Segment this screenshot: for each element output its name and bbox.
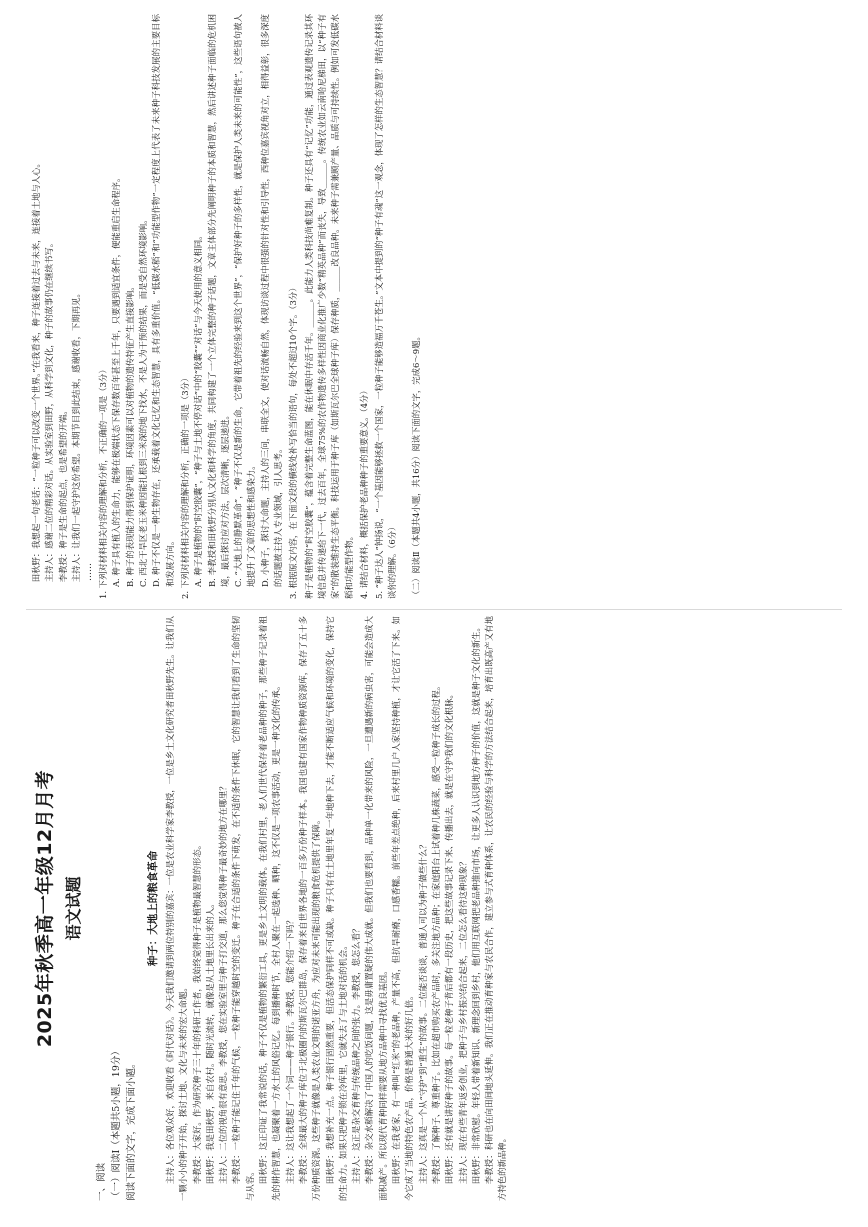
article-paragraph: 田秋野：在我老家，有一种叫“红米”的老品种，产量不高，但抗旱耐瘠，口感香糯。前些年差点绝种，后来村里几户人家坚持种植，才让它活了下来。如今它成了当地的特色农产品，价格是普通大米的好几倍。 [391, 616, 415, 1201]
article-paragraph: 主持人：感谢二位的精彩对话。从实验室到田野，从科学到文化，种子的故事仍在继续书写。 [44, 238, 55, 583]
article-paragraph: 主持人：这真是一个从“守护”到“重生”的故事。二位能否谈谈，普通人可以为种子做些什么？ [417, 840, 428, 1185]
article-paragraph: 李教授：大家好。作为研究种子三十年的科研工作者，我始终觉得种子是植物最智慧的形态。 [191, 840, 202, 1185]
question-option: C. “大地上的静默革命”，“种子不仅是新的生命，它带着祖先的经验来到这个世界”，“保护好种子的多样性，就是保护人类未来的可能性”，这些语句被人地提升了文章的思想性和感染力。 [233, 14, 257, 587]
article-paragraph: 主持人：现在有些青年返乡创业，把种子与乡村振兴结合起来，二位怎么看待这种现象？ [457, 857, 468, 1185]
article-paragraph: 田秋野：非常欣慰。年轻人带着新知识、新理念回到乡村，他们用互联网把老品种推向市场，让更多人认识到地方种子的价值，这就是种子文化的新生。 [470, 623, 481, 1185]
ellipsis: …… [84, 563, 95, 581]
question-option: B. 李教授和田秋野分别从文化和科学的角度，共同构建了一个立体完整的种子话题，文章主体部分先阐明种子的本质和智慧，然后讲述种子面临的危机困境，最后探讨应对方法，层次清晰，逐层递进。 [206, 14, 230, 587]
article-paragraph: 田秋野：我是田秋野，来自农村。随时光流转，就像是从土地里长出来的人。 [204, 899, 215, 1185]
article-body [164, 616, 510, 1201]
article-paragraph: 李教授：杂交水稻解决了中国人的吃饭问题，这是毋庸置疑的伟大成就。但我们也要看到，品种单一化带来的风险，一旦遭遇新的病虫害，可能会造成大面积减产。所以现代育种同样需要从地方品种中寻找优良基因。 [364, 616, 388, 1201]
subsection-heading: （一）阅读Ⅰ（本题共5小题，19分） [111, 1046, 122, 1201]
question-option: A. 种子具有植入的生命力，能够在极端状态下保存数百年甚至上千年，只要遇到适宜条件，便能重启生命程序。 [111, 173, 122, 587]
column-divider [26, 609, 842, 610]
article-paragraph: 田秋野：这正印证了我常说的话，种子不仅是植物的繁衍工具，更是乡土文明的载体。在我们村里，老人们世代保存着老品种的种子，那些种子记录着祖先的耕作智慧，也凝聚着一方水土的风俗记忆。每到播种时节，全村人聚在一起选种、晒种，这不仅是一项农事活动，更是一种文化的传承。 [258, 616, 282, 1201]
question-option: D. 小种子，探讨大命题，主持人的三问，串联全文，使对话流畅自然，体现访谈过程中很强的针对性和引导性，西种位嘉宾视角对立，相得益彰，很多深度的话题被主持人专业领域，引人思考。 [259, 14, 284, 587]
question-stem: 2. 下列对材料相关内容的理解和分析，正确的一项是（3分） [179, 373, 190, 599]
subsection-two-heading: （二）阅读Ⅱ（本题共4小题，共16分）阅读下面的文字，完成6～9题。 [410, 332, 421, 599]
question-option: D. 种子不仅是一种生物存在，还承载着文化记忆和生态智慧，具有多重价值。“低碳水稻”和“功能型作物”一定程度上代表了未来种子科技发展的主要目标和发展方向。 [151, 14, 175, 587]
article-title: 种子：大地上的粮食革命 [147, 850, 159, 967]
article-paragraph: 主持人：让我们一起守护这份希望。本期节目到此结束，感谢收看，下期再见。 [70, 289, 81, 583]
instruction: 阅读下面的文字，完成下面小题。 [126, 1058, 137, 1201]
article-paragraph: 李教授：种子是生命的起点，也是希望的开端。 [57, 406, 68, 583]
article-paragraph: 主持人：各位观众好，欢迎收看《时代对话》。今天我们邀请到两位特别的嘉宾：一位是农业科学家李教授，一位是乡土文化研究者田秋野先生。让我们从一颗小小的种子开始，探讨土地、文化与未来的宏大命题。 [165, 616, 189, 1201]
question-stem: 4. 请结合材料，概括保护老品种种子的重要意义。（4分） [358, 386, 369, 599]
article-paragraph: 主持人：二位的视角很有意思。李教授，您在实验室里与种子打交道，那么您觉得种子最奇妙的地方在哪里？ [218, 782, 229, 1185]
question-option: A. 种子是植物的“时空胶囊”，“种子与土地不停对话”中的“胶囊”“对话”与今天使用的意义相同。 [193, 231, 204, 587]
exam-title: 2025年秋季高一年级12月月考 [34, 769, 56, 1048]
question-option: B. 种子的表现能力得到保护证明，环境因素可以对植物的遗传特征产生直接影响。 [124, 282, 135, 587]
article-closing [30, 14, 83, 599]
article-paragraph: 田秋野：还有就是讲好种子的故事。每一粒老种子背后都有一段历史，把这些故事记录下来、传播出去，就是在守护我们的文化根脉。 [444, 690, 455, 1185]
article-paragraph: 田秋野：我想补充一点。种子银行固然重要，但活态保护同样不可或缺。种子只有在土地里年复一年地种下去，才能不断适应气候和环境的变化，保持它的生命力。如果只把种子锁在冷库里，它就失去了与土地对话的机会。 [324, 616, 348, 1201]
article-paragraph: 李教授：科研也在向田间地头延伸。我们正在推动育种家与农民合作，建立参与式育种体系，让农民的经验与科学的方法结合起来，培育出既高产又有地方特色的新品种。 [484, 616, 508, 1201]
article-paragraph: 田秋野：我想起一句老话：“一粒种子可以改变一个世界。”在我看来，种子连接着过去与未来，连接着土地与人心。 [31, 159, 41, 583]
article-paragraph: 李教授：全球最大的种子库位于北极圈内的斯瓦尔巴群岛，保存着来自世界各地的一百多万份种子样本。我国也建有国家作物种质资源库，保存了五十多万份种质资源。这些种子就像是人类农业文明的诺亚方舟，为应对未来可能出现的粮食危机提供了保障。 [297, 616, 322, 1201]
right-column [30, 14, 842, 599]
question-option: C. 西北干旱区老玉米种因能扎根到三米深的地下找水，不是人为干预的结果，而是受自然环境影响。 [138, 215, 149, 587]
article-paragraph: 主持人：这正是杂交育种与传统品种之间的张力。李教授，您怎么看？ [351, 924, 362, 1185]
subject-title: 语文试题 [64, 876, 83, 941]
question-stem: 种子是植物的“时空胶囊”，蕴含着完整生命蓝图，能在休眠中存活千年。______。此能力人类科技尚难复制。种子还具有“记忆”功能，通过表观遗传记录其环境信息并传递给下一代，过去百年，全球75%的农作物遗传多样性因商业化推广少数“精英品种”而丧失，导致______。传统农业如云南哈尼梯田，以“种子有家”的散装维持生态平衡。科技运用于种子库（如斯瓦尔巴全球种子库）保存种质，______改良品种。未来种子需兼顾产量、品质与可持续性。例如可发低碳水稻和功能型作物。 [303, 14, 354, 599]
article-paragraph: 主持人：这让我想起了一个词——种子银行。李教授，您能介绍一下吗？ [284, 916, 295, 1185]
section-heading: 一、阅读 [96, 1162, 107, 1201]
questions [97, 14, 400, 599]
question-stem: 1. 下列对材料相关内容的理解和分析，不正确的一项是（3分） [98, 365, 109, 599]
article-paragraph: 李教授：一粒种子能记住千年的气候，一粒种子能穿越时空的变迁。种子在合适的条件下萌发，在不适的条件下休眠，它的智慧让我们看到了生命的坚韧与从容。 [231, 616, 255, 1201]
question-stem: 3. 根据原文内容，在下面文段的横线处补写恰当的语句，每处不超过10个字。（3分） [288, 283, 299, 599]
left-column [30, 616, 842, 1201]
article-paragraph: 李教授：了解种子、尊重种子。比如在超市购买农产品时，多关注地方品种；在家庭阳台上试着种几株蔬菜，感受一粒种子成长的过程。 [430, 681, 441, 1185]
question-stem: 5. “种子达人”钟扬说，“一个基因能够拯救一个国家，一粒种子能够造福万千苍生。”文本中提到的“种子有魂”这一观念，体现了怎样的生态智慧？请结合材料谈谈你的理解。（6分） [374, 14, 398, 599]
